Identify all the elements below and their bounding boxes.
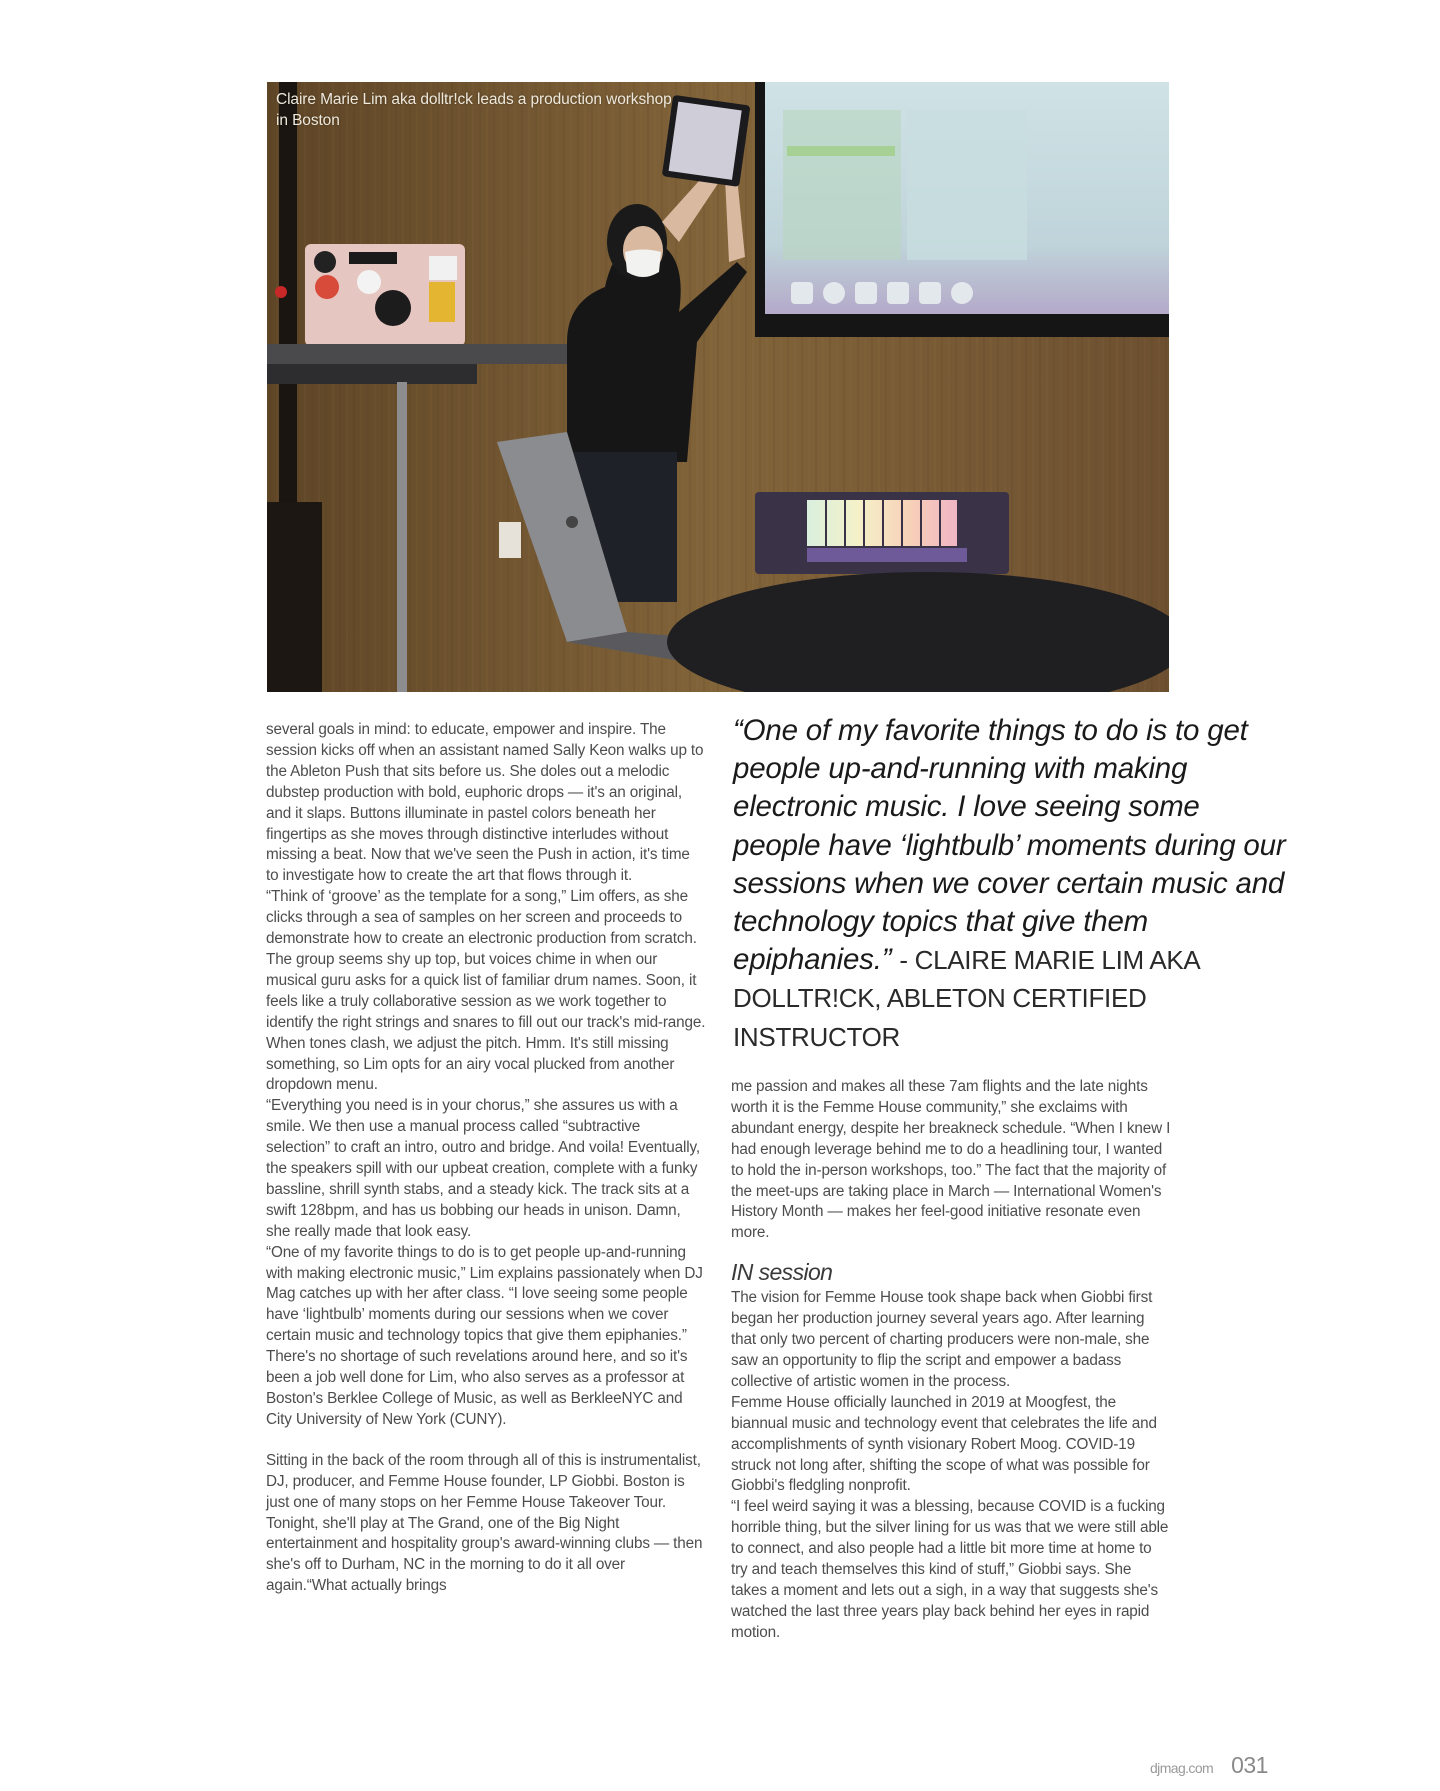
article-column-right [731,1077,1171,1644]
workshop-photo-illustration [267,82,1169,692]
pull-quote-text: “One of my favorite things to do is to get people up-and-running with making electronic music. I love seeing some people have ‘lightbulb’ moments during our sessions when we cover certain music and technology topics that give them epiphanies.” [733,714,1286,977]
body-paragraph: Femme House officially launched in 2019 at Moogfest, the biannual music and technology event that celebrates the life and accomplishments of synth visionary Robert Moog. COVID-19 struck not long after, shifting the scope of what was possible for Giobbi's fledgling nonprofit. [731,1393,1157,1495]
body-paragraph: “Think of ‘groove’ as the template for a song,” Lim offers, as she clicks through a sea of samples on her screen and proceeds to demonstrate how to create an electronic production from scratch. The group seems shy up top, but voices chime in when our musical guru asks for a quick list of familiar drum names. Soon, it feels like a truly collaborative session as we work together to identify the right strings and snares to fill out our track's mid-range. When tones clash, we adjust the pitch. Hmm. It's still missing something, so Lim opts for an airy vocal plucked from another dropdown menu. [266,888,706,1094]
article-column-left [266,720,706,1597]
page-footer [1150,1752,1268,1779]
body-paragraph: “Everything you need is in your chorus,” she assures us with a smile. We then use a manual process called “subtractive selection” to craft an intro, outro and bridge. And voila! Eventually, the speakers spill with our upbeat creation, complete with a funky bassline, shrill synth stabs, and a steady kick. The track sits at a swift 128bpm, and has us bobbing our heads in unison. Damn, she really made that look easy. [266,1097,700,1240]
body-paragraph: me passion and makes all these 7am flights and the late nights worth it is the Femme House community,” she exclaims with abundant energy, despite her breakneck schedule. “When I knew I had enough leverage behind me to do a headlining tour, I wanted to hold the in-person workshops, too.” The fact that the majority of the meet-ups are taking place in March — International Women's History Month — makes her feel-good initiative resonate even more. [731,1078,1171,1242]
body-paragraph: several goals in mind: to educate, empower and inspire. The session kicks off when an assistant named Sally Keon walks up to the Ableton Push that sits before us. She doles out a melodic dubstep production with bold, euphoric drops — it's an original, and it slaps. Buttons illuminate in pastel colors beneath her fingertips as she moves through distinctive interludes without missing a beat. Now that we've seen the Push in action, it's time to investigate how to create the art that flows through it. [266,721,704,885]
body-paragraph: “One of my favorite things to do is to get people up-and-running with making electronic music,” Lim explains passionately when DJ Mag catches up with her after class. “I love seeing some people have ‘lightbulb’ moments during our sessions when we cover certain music and technology topics that give them epiphanies.” [266,1243,703,1345]
pull-quote-attribution: - CLAIRE MARIE LIM AKA DOLLTR!CK, ABLETON CERTIFIED INSTRUCTOR [733,945,1200,1052]
section-subhead: IN session [731,1259,833,1286]
photo-caption: Claire Marie Lim aka dolltr!ck leads a production workshop in Boston [276,91,672,129]
body-paragraph: Sitting in the back of the room through all of this is instrumentalist, DJ, producer, and Femme House founder, LP Giobbi. Boston is just one of many stops on her Femme House Takeover Tour. Tonight, she'll play at The Grand, one of the Big Night entertainment and hospitality group's award-winning clubs — then she's off to Durham, NC in the morning to do it all over again.“What actually brings [266,1451,703,1595]
body-paragraph: There's no shortage of such revelations around here, and so it's been a job well done for Lim, who also serves as a professor at Boston's Berklee College of Music, as well as BerkleeNYC and City University of New York (CUNY). [266,1348,688,1428]
footer-site: djmag.com [1150,1760,1214,1776]
pull-quote [733,712,1293,1056]
body-paragraph: The vision for Femme House took shape back when Giobbi first began her production journey several years ago. After learning that only two percent of charting producers were non-male, she saw an opportunity to flip the script and empower a badass collective of artistic women in the process. [731,1289,1153,1390]
article-photo [267,82,1169,692]
body-paragraph: “I feel weird saying it was a blessing, because COVID is a fucking horrible thing, but the silver lining for us was that we were still able to connect, and also people had a little bit more time at home to try and teach themselves this kind of stuff,” Giobbi says. She takes a moment and lets out a sigh, in a way that suggests she's watched the last three years play back behind her eyes in rapid motion. [731,1498,1169,1641]
page-number: 031 [1231,1752,1268,1778]
